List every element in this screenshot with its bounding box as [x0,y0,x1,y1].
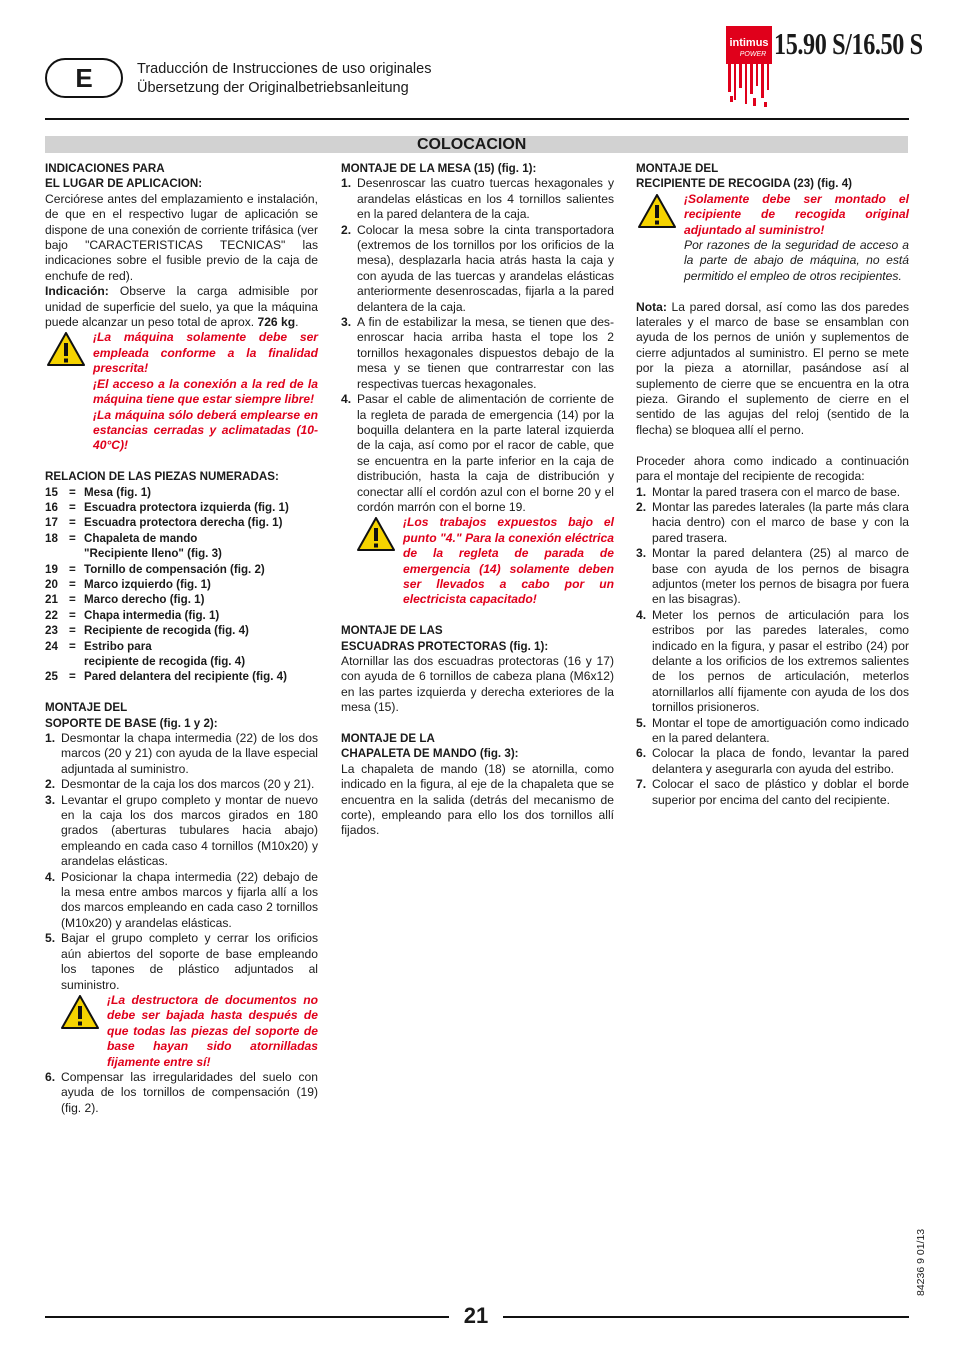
list-item [636,777,909,808]
indication-paragraph [45,284,318,330]
step-number: 1. [636,484,647,499]
warning-triangle-icon [638,194,676,228]
bottom-rule-right [503,1316,909,1318]
part-name: Estribo para [84,639,152,653]
indication-end: . [295,315,299,330]
warning-triangle-icon [61,995,99,1029]
parts-row: 25 = Pared delantera del recipiente (fig. 4) [45,669,318,684]
header-title-es: Traducción de Instrucciones de uso originales [137,61,432,77]
list-item [636,500,909,546]
document-code: 84236 9 01/13 [915,1228,927,1296]
step-text: Desenroscar las cuatro tuercas hexagonales y arandelas elásticas en los 4 tornillos salientes en la pared delantera de la caja. [357,176,614,222]
chapaleta-paragraph: La chapaleta de mando (18) se atornilla, como indicado en la figura, al eje de la chapaleta que se encuentra en la salida (detrás del mecanismo de corte), empleando para ello los dos tornillos allí fijados. [341,761,614,838]
step-number: 6. [45,1069,56,1084]
nota-text: La pared dorsal, así como las dos paredes laterales y el marco de base se ensamblan con ayuda de los pernos de unión y suplementos de cierre adjuntados al suministro. El perno se mete por la pieza a atornillar, pasándose así al suplemento de cierre que se encuentra en la otra pieza. Girando el suplemento de cierre en el sentido de las agujas del reloj (sentido de la flecha) se bloquea allí el perno. [636,299,909,437]
part-number: 23 [45,624,58,638]
escuadras-paragraph: Atornillar las dos escuadras protectoras (16 y 17) con ayuda de 6 tornillos de cabeza plana (M6x12) en las partes izquierda y derecha exteriores de la mesa (15). [341,653,614,715]
list-item [45,731,318,777]
column-2 [341,161,614,839]
escuadras-heading-1: MONTAJE DE LAS [341,624,443,638]
warning-text: ¡El acceso a la conexión a la red de la máquina tiene que estar siempre libre! [93,376,318,407]
list-item [636,716,909,747]
list-item [636,485,909,500]
list-item [45,1070,318,1116]
step-number: 6. [636,746,647,761]
step-text: Montar las paredes laterales (la parte más clara hacia dentro) con el marco de base y con la pared trasera. [652,499,909,545]
step-text: Levantar el grupo completo y montar de nuevo en la caja los dos marcos girados en 180 grados (aberturas tubulares hacia abajo) empleando en cada caso 4 tornillos (M10x20) y arandelas elásticas. [61,792,318,869]
list-item [45,793,318,870]
step-text: Montar la pared delantera (25) al marco de base con ayuda de los pernos de bisagra adjuntos (meter los pernos de bisagra por fuera en las bisagras). [652,546,909,607]
step-text: Colocar la placa de fondo, levantar la pared delantera y asegurarla con ayuda del estribo. [652,746,909,776]
recipiente-steps [636,485,909,809]
step-text: Bajar el grupo completo y cerrar los orificios aún abiertos del soporte de base empleando los tapones de plástico adjuntados al suministro. [61,931,318,992]
mesa-heading: MONTAJE DE LA MESA (15) (fig. 1): [341,162,537,175]
list-item [45,777,318,792]
step-text: Posicionar la chapa intermedia (22) debajo de la mesa entre ambos marcos y fijarla allí a los dos marcos empleando en cada caso 2 tornillos (M10x20) y arandelas elásticas. [61,869,318,930]
step-text: Colocar la mesa sobre la cinta transportadora (extremos de los tornillos por los orificios de la mesa), desplazarla hacia atrás hasta la caja y con ayuda de las tuercas y arandelas elásticas anteriormente desenroscadas, fijarla a la pared delantera de la caja. [357,222,614,314]
list-item [45,870,318,932]
warning-text: ¡La destructora de documentos no debe ser bajada hasta después de que todas las piezas del soporte de base hayan sido atornilladas fijamente entre sí! [107,992,318,1069]
warning-text: ¡La máquina solamente debe ser empleada conforme a la finalidad prescrita! [93,330,318,376]
part-number: 15 [45,485,58,499]
part-name: Pared delantera del recipiente (fig. 4) [84,670,287,684]
column-1 [45,161,318,1116]
warning-block [636,192,909,284]
indication-text: Observe la carga admisible por unidad de superficie del suelo, ya que la máquina puede alcanzar un peso total de aprox. [45,284,318,330]
intimus-logo [726,26,772,108]
warning-block [45,330,318,453]
step-number: 2. [341,222,352,237]
parts-list [45,485,318,685]
chapaleta-heading-2: CHAPALETA DE MANDO (fig. 3): [341,747,519,761]
logo-sub: POWER [739,51,767,58]
step-text: Compensar las irregularidades del suelo con ayuda de los tornillos de compensación (19) (fig. 2). [61,1069,318,1115]
part-name: Recipiente de recogida (fig. 4) [84,624,249,638]
warning-note: Por razones de la seguridad de acceso a la parte de abajo de máquina, no está permitido el empleo de otros recipientes. [684,238,909,283]
part-number: 25 [45,670,58,684]
step-number: 4. [45,869,56,884]
parts-row: 18 = Chapaleta de mando [45,531,318,546]
part-number: 24 [45,639,58,653]
step-number: 3. [636,546,647,561]
list-item [636,546,909,608]
parts-row: 23 = Recipiente de recogida (fig. 4) [45,623,318,638]
parts-row [45,654,318,669]
step-number: 1. [45,731,56,745]
parts-row [45,546,318,561]
base-steps [45,731,318,993]
parts-row: 24 = Estribo para [45,639,318,654]
step-number: 3. [341,315,352,330]
place-paragraph: Cerciórese antes del emplazamiento e instalación, de que en el respectivo lugar de aplicación se dispone de una conexión de corriente trifásica (ver bajo "CARACTERISTICAS TECNICAS" las indicaciones sobre el fusible previo de la caja de enchufe de red). [45,191,318,283]
parts-row: 22 = Chapa intermedia (fig. 1) [45,608,318,623]
parts-row: 17 = Escuadra protectora derecha (fig. 1) [45,515,318,530]
step-number: 7. [636,777,647,792]
base-steps-cont [45,1070,318,1116]
list-item [341,392,614,515]
part-number: 16 [45,500,58,514]
list-item [341,223,614,315]
base-heading-2: SOPORTE DE BASE (fig. 1 y 2): [45,716,218,730]
step-number: 5. [636,715,647,730]
header-title-de: Übersetzung der Originalbetriebsanleitung [137,80,409,96]
part-number: 17 [45,516,58,530]
step-number: 4. [341,392,352,407]
step-text: Colocar el saco de plástico y doblar el borde superior por encima del canto del recipiente. [652,777,909,807]
step-number: 1. [341,176,352,191]
step-text: Montar el tope de amortiguación como indicado en la pared delantera. [652,715,909,745]
warning-block [45,993,318,1070]
step-number: 5. [45,931,56,946]
part-name: recipiente de recogida (fig. 4) [84,654,246,668]
list-item [636,746,909,777]
warning-text: ¡Los trabajos expuestos bajo el punto "4." Para la conexión eléctrica de la regleta de parada de emergencia (14) solamente deben ser llevados a cabo por un electricista capacitado! [403,515,614,607]
section-title: COLOCACION [45,136,908,153]
top-rule [45,118,909,120]
part-name: Escuadra protectora izquierda (fig. 1) [84,500,289,514]
parts-row: 15 = Mesa (fig. 1) [45,485,318,500]
parts-row: 16 = Escuadra protectora izquierda (fig. 1) [45,500,318,515]
nota-paragraph [636,300,909,439]
part-name: Tornillo de compensación (fig. 2) [84,562,265,576]
step-number: 2. [45,777,56,792]
part-number: 18 [45,531,58,545]
language-badge: E [45,58,123,98]
part-number: 21 [45,593,58,607]
warning-block [341,515,614,607]
list-item [341,315,614,392]
step-number: 2. [636,499,647,514]
part-name: Mesa (fig. 1) [84,485,151,499]
part-name: Marco derecho (fig. 1) [84,593,205,607]
list-item [45,931,318,993]
header-titles [137,60,431,98]
place-heading-1: INDICACIONES PARA [45,162,165,175]
part-number: 19 [45,562,58,576]
warning-triangle-icon [357,517,395,551]
column-3 [636,161,909,808]
step-text: Meter los pernos de articulación para los estribos por las paredes laterales, como indicado en la figura, y pasar el estribo (24) por delante a los orificios de los extremos salientes de los pernos de articulación, meterlos atornillarlos allí fijamente con ayuda de los dos tornillos prisioneros. [652,607,909,715]
mesa-steps [341,176,614,515]
parts-row: 20 = Marco izquierdo (fig. 1) [45,577,318,592]
step-text: Desmontar la chapa intermedia (22) de los dos marcos (20 y 21) con ayuda de la llave especial adjuntada al suministro. [61,731,318,776]
part-number: 20 [45,577,58,591]
indication-label: Indicación: [45,284,109,299]
logo-brand: intimus [729,37,769,49]
part-name: Marco izquierdo (fig. 1) [84,577,211,591]
procedure-intro: Proceder ahora como indicado a continuación para el montaje del recipiente de recogida: [636,453,909,484]
recipiente-heading-2: RECIPIENTE DE RECOGIDA (23) (fig. 4) [636,177,853,191]
parts-row: 19 = Tornillo de compensación (fig. 2) [45,562,318,577]
escuadras-heading-2: ESCUADRAS PROTECTORAS (fig. 1): [341,639,549,653]
recipiente-heading-1: MONTAJE DEL [636,162,719,175]
part-name: Escuadra protectora derecha (fig. 1) [84,516,283,530]
step-text: Montar la pared trasera con el marco de base. [652,484,901,499]
page-number: 21 [463,1303,489,1328]
bottom-rule-left [45,1316,449,1318]
nota-label: Nota: [636,299,667,314]
model-title: 15.90 S/16.50 S [774,26,923,61]
base-heading-1: MONTAJE DEL [45,701,128,715]
warning-text: ¡La máquina sólo deberá emplearse en estancias cerradas y aclimatadas (10-40°C)! [93,407,318,453]
part-number: 22 [45,608,58,622]
place-heading-2: EL LUGAR DE APLICACION: [45,177,203,191]
parts-row: 21 = Marco derecho (fig. 1) [45,592,318,607]
part-name: "Recipiente lleno" (fig. 3) [84,547,222,561]
warning-triangle-icon [47,332,85,366]
step-text: A fin de estabilizar la mesa, se tienen que des-enroscar hacia arriba hasta el tope los 2 tornillos hexagonales dispuestos debajo de la mesa y se tienen que contrarrestar con las respectivas tuercas hexagonales. [357,315,614,391]
parts-heading: RELACION DE LAS PIEZAS NUMERADAS: [45,470,279,484]
warning-text: ¡Solamente debe ser montado el recipiente de recogida original adjuntado al suministro! [684,191,909,237]
step-number: 3. [45,792,56,807]
part-name: Chapa intermedia (fig. 1) [84,608,220,622]
list-item [636,608,909,716]
step-text: Desmontar de la caja los dos marcos (20 y 21). [61,777,315,792]
list-item [341,176,614,222]
part-name: Chapaleta de mando [84,531,198,545]
indication-weight: 726 kg [257,315,296,330]
step-number: 4. [636,607,647,622]
chapaleta-heading-1: MONTAJE DE LA [341,732,435,745]
step-text: Pasar el cable de alimentación de corriente de la regleta de parada de emergencia (14) por la boquilla delantera en la parte lateral izquierda de la caja, así como por el racor de cable, que se encuentra en la parte inferior en la caja de distribución, hasta la caja de distribución y conectar allí el cordón azul con el borne 20 y el cordón marrón con el borne 19. [357,392,614,514]
